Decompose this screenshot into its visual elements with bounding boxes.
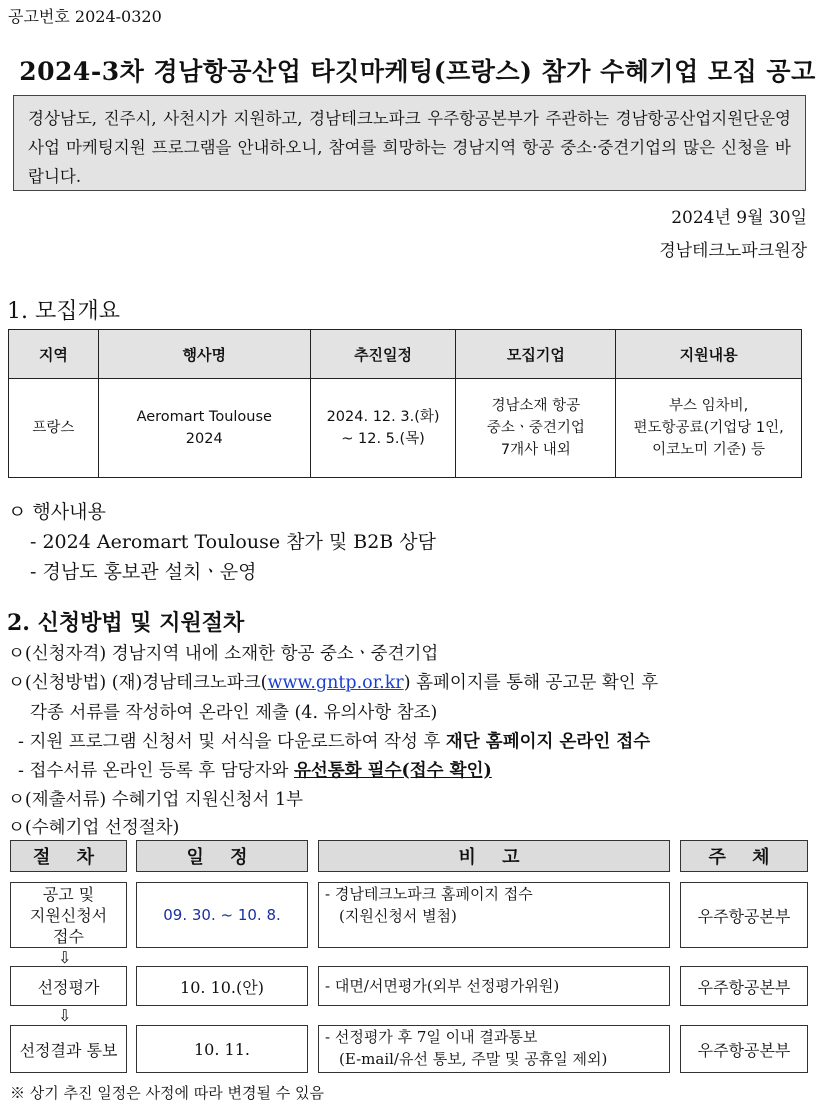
companies-line: 경남소재 항공 <box>491 398 581 414</box>
header-support: 지원내용 <box>616 330 802 379</box>
footnote: ※ 상기 추진 일정은 사정에 따라 변경될 수 있음 <box>10 1084 324 1102</box>
proc-header-date: 일 정 <box>136 840 308 872</box>
proc-date-2: 10. 10.(안) <box>136 966 308 1006</box>
header-companies: 모집기업 <box>456 330 616 379</box>
proc-remark-3 <box>318 1025 670 1073</box>
cell-event <box>98 379 310 478</box>
method-sub1 <box>18 728 650 753</box>
step-line: 접수 <box>53 926 84 946</box>
support-line: 부스 임차비, <box>668 398 749 414</box>
remark-line: - 선정평가 후 7일 이내 결과통보 <box>325 1028 538 1046</box>
remark-line: - 경남테크노파크 홈페이지 접수 <box>325 885 533 903</box>
homepage-link[interactable]: www.gntp.or.kr <box>267 673 404 693</box>
cell-schedule <box>310 379 456 478</box>
section1-heading: 1. 모집개요 <box>7 299 120 324</box>
step-line: 공고 및 <box>42 884 95 904</box>
intro-box: 경상남도, 진주시, 사천시가 지원하고, 경남테크노파크 우주항공본부가 주관하는 경남항공산업지원단운영사업 마케팅지원 프로그램을 안내하오니, 참여를 희망하는 경남지역 항공 중소·중견기업의 많은 신청을 바랍니다. <box>13 95 806 191</box>
support-line: 편도항공료(기업당 1인, <box>633 420 784 436</box>
qualification: ㅇ(신청자격) 경남지역 내에 소재한 항공 중소ㆍ중견기업 <box>8 644 439 664</box>
table-row <box>9 379 802 478</box>
method-line2: 각종 서류를 작성하여 온라인 제출 (4. 유의사항 참조) <box>30 703 438 723</box>
proc-remark-2: - 대면/서면평가(외부 선정평가위원) <box>318 966 670 1006</box>
method-line <box>8 669 658 694</box>
proc-step-3: 선정결과 통보 <box>10 1025 127 1073</box>
proc-date-3: 10. 11. <box>136 1025 308 1073</box>
method-sub2 <box>18 757 492 782</box>
overview-table <box>8 329 802 478</box>
companies-line: 7개사 내외 <box>500 442 571 458</box>
remark-line: (지원신청서 별첨) <box>339 907 457 925</box>
event-line: 2024 <box>185 431 223 447</box>
remark-line: (E-mail/유선 통보, 주말 및 공휴일 제외) <box>339 1050 608 1068</box>
header-event: 행사명 <box>98 330 310 379</box>
companies-line: 중소ㆍ중견기업 <box>486 420 585 436</box>
arrow-down-icon: ⇩ <box>58 948 72 967</box>
proc-owner-3: 우주항공본부 <box>680 1025 808 1073</box>
documents: ㅇ(제출서류) 수혜기업 지원신청서 1부 <box>8 790 304 810</box>
proc-remark-1 <box>318 882 670 948</box>
cell-companies <box>456 379 616 478</box>
schedule-line: ~ 12. 5.(목) <box>341 431 425 447</box>
step-line: 지원신청서 <box>29 905 108 925</box>
overview-header-row <box>9 330 802 379</box>
arrow-down-icon: ⇩ <box>58 1006 72 1025</box>
proc-step-2: 선정평가 <box>10 966 127 1006</box>
proc-header-owner: 주 체 <box>680 840 808 872</box>
notice-date: 2024년 9월 30일 <box>671 208 807 228</box>
section2-heading: 2. 신청방법 및 지원절차 <box>7 610 245 636</box>
support-line: 이코노미 기준) 등 <box>652 442 766 458</box>
proc-owner-2: 우주항공본부 <box>680 966 808 1006</box>
events-item: - 2024 Aeromart Toulouse 참가 및 B2B 상담 <box>30 531 437 553</box>
cell-region: 프랑스 <box>9 379 99 478</box>
sub1-bold: 재단 홈페이지 온라인 접수 <box>445 732 651 752</box>
event-line: Aeromart Toulouse <box>136 409 272 425</box>
proc-owner-1: 우주항공본부 <box>680 882 808 948</box>
sub2-prefix: - 접수서류 온라인 등록 후 담당자와 <box>18 761 294 781</box>
notice-number: 공고번호 2024-0320 <box>8 7 162 26</box>
schedule-line: 2024. 12. 3.(화) <box>326 409 440 425</box>
events-item: - 경남도 홍보관 설치ㆍ운영 <box>30 561 257 583</box>
issuer: 경남테크노파크원장 <box>659 241 807 261</box>
proc-step-1 <box>10 882 127 948</box>
method-suffix: ) 홈페이지를 통해 공고문 확인 후 <box>403 673 659 693</box>
proc-header-step: 절 차 <box>10 840 127 872</box>
header-region: 지역 <box>9 330 99 379</box>
proc-header-remark: 비 고 <box>318 840 670 872</box>
header-schedule: 추진일정 <box>310 330 456 379</box>
page-title: 2024-3차 경남항공산업 타깃마케팅(프랑스) 참가 수혜기업 모집 공고 <box>19 57 816 86</box>
method-prefix: ㅇ(신청방법) (재)경남테크노파크( <box>8 673 268 693</box>
process-title: ㅇ(수혜기업 선정절차) <box>8 818 180 838</box>
cell-support <box>616 379 802 478</box>
proc-date-1: 09. 30. ~ 10. 8. <box>136 882 308 948</box>
events-title: ㅇ 행사내용 <box>8 501 106 523</box>
sub1-prefix: - 지원 프로그램 신청서 및 서식을 다운로드하여 작성 후 <box>18 732 446 752</box>
sub2-bold: 유선통화 필수(접수 확인) <box>293 761 492 781</box>
